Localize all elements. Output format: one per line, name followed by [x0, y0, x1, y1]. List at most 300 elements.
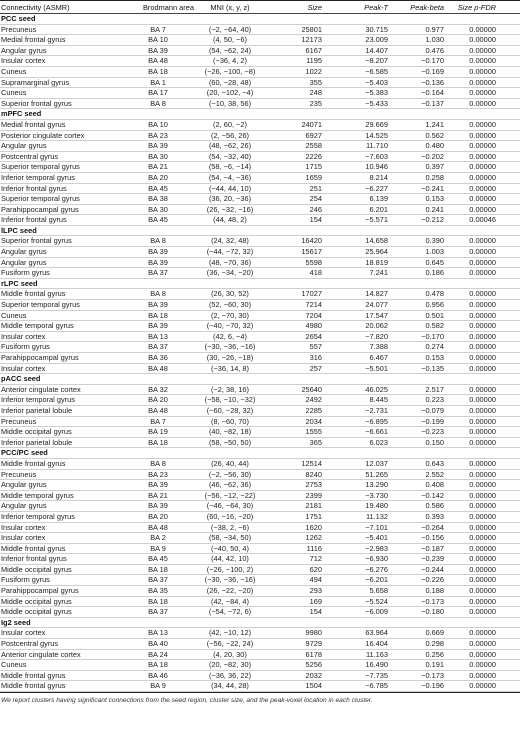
cell-mni: (−10, 38, 56) [208, 98, 252, 108]
cell-size-pfdr: 0.00000 [469, 77, 496, 87]
cell-peak-beta: −0.173 [421, 670, 444, 680]
cell-peak-t: 20.062 [365, 321, 388, 331]
cell-region: Cuneus [1, 660, 27, 670]
cell-brodmann: BA 39 [148, 480, 168, 490]
section-label: rLPC seed [1, 278, 38, 288]
cell-mni: (−40, −70, 32) [206, 321, 254, 331]
cell-size: 2226 [305, 151, 322, 161]
cell-brodmann: BA 46 [148, 670, 168, 680]
cell-peak-beta: 0.586 [425, 501, 444, 511]
cell-size: 257 [309, 363, 322, 373]
table-row [0, 501, 520, 512]
cell-size-pfdr: 0.00000 [469, 56, 496, 66]
header-mni: MNI (x, y, z) [210, 3, 250, 12]
cell-mni: (−56, −22, 24) [206, 639, 254, 649]
cell-mni: (−36, 36, 22) [208, 670, 252, 680]
cell-mni: (58, −6, −14) [208, 162, 252, 172]
table-row [0, 342, 520, 353]
table-row [0, 99, 520, 110]
cell-region: Fusiform gyrus [1, 342, 50, 352]
cell-brodmann: BA 18 [148, 660, 168, 670]
cell-size-pfdr: 0.00000 [469, 45, 496, 55]
cell-brodmann: BA 48 [148, 522, 168, 532]
cell-peak-t: 14.407 [365, 45, 388, 55]
cell-brodmann: BA 35 [148, 586, 168, 596]
section-label: pACC seed [1, 374, 41, 384]
cell-size-pfdr: 0.00000 [469, 670, 496, 680]
cell-brodmann: BA 10 [148, 119, 168, 129]
table-row [0, 300, 520, 311]
cell-brodmann: BA 23 [148, 130, 168, 140]
cell-peak-t: 8.445 [369, 395, 388, 405]
cell-region: Inferior temporal gyrus [1, 395, 75, 405]
cell-size: 1022 [305, 66, 322, 76]
cell-region: Middle frontal gyrus [1, 670, 66, 680]
cell-mni: (−44, −72, 32) [206, 247, 254, 257]
cell-peak-t: 25.964 [365, 247, 388, 257]
table-row [0, 332, 520, 343]
cell-size-pfdr: 0.00000 [469, 183, 496, 193]
cell-peak-t: −6.227 [365, 183, 388, 193]
section-label: lLPC seed [1, 225, 37, 235]
section-header [0, 279, 520, 290]
cell-size: 5256 [305, 660, 322, 670]
cell-brodmann: BA 30 [148, 204, 168, 214]
cell-peak-t: −5.524 [365, 596, 388, 606]
cell-mni: (4, 20, 30) [213, 649, 247, 659]
header-peak-beta: Peak-beta [410, 3, 444, 12]
cell-peak-t: −6.785 [365, 681, 388, 691]
cell-peak-t: 8.214 [369, 172, 388, 182]
cell-brodmann: BA 9 [150, 543, 166, 553]
cell-brodmann: BA 19 [148, 427, 168, 437]
cell-region: Anterior cingulate cortex [1, 649, 81, 659]
cell-peak-t: 7.388 [369, 342, 388, 352]
cell-brodmann: BA 20 [148, 172, 168, 182]
cell-mni: (4, 50, −6) [213, 35, 247, 45]
cell-mni: (20, −82, 30) [208, 660, 252, 670]
cell-mni: (60, −28, 48) [208, 77, 252, 87]
table-row [0, 311, 520, 322]
table-row [0, 268, 520, 279]
cell-mni: (20, −102, −4) [206, 88, 254, 98]
cell-peak-beta: −0.199 [421, 416, 444, 426]
cell-size: 7214 [305, 300, 322, 310]
cell-region: Medial frontal gyrus [1, 119, 66, 129]
table-row [0, 247, 520, 258]
cell-brodmann: BA 1 [150, 77, 166, 87]
cell-peak-t: 16.490 [365, 660, 388, 670]
cell-peak-t: 14.525 [365, 130, 388, 140]
cell-size-pfdr: 0.00000 [469, 363, 496, 373]
cell-mni: (36, −34, −20) [206, 268, 254, 278]
table-row [0, 385, 520, 396]
cell-peak-beta: −0.169 [421, 66, 444, 76]
cell-peak-t: −6.895 [365, 416, 388, 426]
table-row [0, 470, 520, 481]
cell-peak-t: −8.207 [365, 56, 388, 66]
cell-peak-t: 18.819 [365, 257, 388, 267]
cell-peak-beta: 0.501 [425, 310, 444, 320]
cell-size-pfdr: 0.00000 [469, 660, 496, 670]
cell-peak-t: −5.383 [365, 88, 388, 98]
cell-size-pfdr: 0.00000 [469, 289, 496, 299]
table-row [0, 523, 520, 534]
table-row [0, 660, 520, 671]
table-row [0, 141, 520, 152]
cell-peak-beta: 0.390 [425, 236, 444, 246]
cell-peak-beta: 0.153 [425, 194, 444, 204]
cell-mni: (48, −62, 26) [208, 141, 252, 151]
cell-mni: (46, −62, 36) [208, 480, 252, 490]
cell-size: 2285 [305, 405, 322, 415]
cell-region: Angular gyrus [1, 257, 47, 267]
table-row [0, 120, 520, 131]
cell-peak-beta: 1.003 [425, 247, 444, 257]
cell-size: 293 [309, 586, 322, 596]
cell-peak-t: 10.946 [365, 162, 388, 172]
cell-size: 2558 [305, 141, 322, 151]
cell-peak-beta: −0.187 [421, 543, 444, 553]
cell-size-pfdr: 0.00000 [469, 533, 496, 543]
cell-size: 6167 [305, 45, 322, 55]
table-row [0, 628, 520, 639]
cell-mni: (34, 44, 28) [211, 681, 249, 691]
cell-size: 418 [309, 268, 322, 278]
cell-mni: (58, −50, 50) [208, 437, 252, 447]
table-row [0, 353, 520, 364]
cell-peak-t: −7.603 [365, 151, 388, 161]
cell-region: Superior temporal gyrus [1, 300, 80, 310]
cell-size: 557 [309, 342, 322, 352]
cell-peak-beta: −0.196 [421, 681, 444, 691]
cell-brodmann: BA 24 [148, 649, 168, 659]
cell-size-pfdr: 0.00000 [469, 522, 496, 532]
table-row [0, 512, 520, 523]
cell-size-pfdr: 0.00000 [469, 681, 496, 691]
cell-size-pfdr: 0.00000 [469, 564, 496, 574]
table-row [0, 152, 520, 163]
cell-size: 7204 [305, 310, 322, 320]
cell-size: 2034 [305, 416, 322, 426]
cell-mni: (26, −22, −20) [206, 586, 254, 596]
cell-size-pfdr: 0.00000 [469, 194, 496, 204]
cell-mni: (−40, 50, 4) [210, 543, 249, 553]
cell-mni: (8, −60, 70) [210, 416, 249, 426]
cell-region: Fusiform gyrus [1, 268, 50, 278]
cell-region: Middle occipital gyrus [1, 596, 72, 606]
cell-region: Insular cortex [1, 628, 46, 638]
cell-region: Superior temporal gyrus [1, 194, 80, 204]
cell-brodmann: BA 8 [150, 458, 166, 468]
cell-brodmann: BA 9 [150, 681, 166, 691]
cell-peak-beta: −0.212 [421, 215, 444, 225]
cell-peak-t: −2.983 [365, 543, 388, 553]
cell-size-pfdr: 0.00000 [469, 98, 496, 108]
cell-peak-t: 11.163 [365, 649, 388, 659]
cell-region: Middle frontal gyrus [1, 458, 66, 468]
cell-mni: (42, −10, 12) [208, 628, 252, 638]
table-row [0, 639, 520, 650]
section-header [0, 14, 520, 25]
cell-peak-t: 6.201 [369, 204, 388, 214]
cell-peak-beta: 0.223 [425, 395, 444, 405]
table-row [0, 25, 520, 36]
cell-peak-t: −5.571 [365, 215, 388, 225]
cell-size-pfdr: 0.00000 [469, 342, 496, 352]
cell-peak-beta: 0.643 [425, 458, 444, 468]
cell-brodmann: BA 21 [148, 162, 168, 172]
cell-peak-t: −2.731 [365, 405, 388, 415]
cell-region: Superior frontal gyrus [1, 98, 72, 108]
cell-size-pfdr: 0.00000 [469, 554, 496, 564]
cell-region: Inferior temporal gyrus [1, 172, 75, 182]
cell-brodmann: BA 30 [148, 151, 168, 161]
cell-size: 235 [309, 98, 322, 108]
cell-peak-t: −6.661 [365, 427, 388, 437]
table-row [0, 321, 520, 332]
cell-size-pfdr: 0.00000 [469, 268, 496, 278]
cell-peak-t: 6.139 [369, 194, 388, 204]
cell-size: 1715 [305, 162, 322, 172]
cell-brodmann: BA 10 [148, 35, 168, 45]
cell-peak-t: 17.547 [365, 310, 388, 320]
cell-peak-beta: 0.977 [425, 24, 444, 34]
cell-size: 2492 [305, 395, 322, 405]
cell-region: Angular gyrus [1, 141, 47, 151]
cell-brodmann: BA 32 [148, 384, 168, 394]
cell-size: 1504 [305, 681, 322, 691]
table-row [0, 88, 520, 99]
cell-peak-beta: 0.153 [425, 353, 444, 362]
cell-size: 365 [309, 437, 322, 447]
cell-size: 6927 [305, 130, 322, 140]
cell-peak-t: −7.735 [365, 670, 388, 680]
cell-brodmann: BA 39 [148, 257, 168, 267]
cell-peak-beta: 0.582 [425, 321, 444, 331]
cell-peak-beta: −0.244 [421, 564, 444, 574]
cell-mni: (44, 48, 2) [213, 215, 247, 225]
cell-peak-t: 30.715 [365, 24, 388, 34]
cell-size: 25801 [301, 24, 322, 34]
cell-peak-beta: 0.956 [425, 300, 444, 310]
cell-peak-t: 13.290 [365, 480, 388, 490]
cell-size: 620 [309, 564, 322, 574]
section-label: PCC seed [1, 14, 36, 23]
cell-peak-t: −6.585 [365, 66, 388, 76]
cell-peak-beta: −0.226 [421, 575, 444, 585]
table-row [0, 35, 520, 46]
cell-size-pfdr: 0.00000 [469, 247, 496, 257]
table-body [0, 14, 520, 692]
cell-peak-t: −6.009 [365, 607, 388, 617]
cell-peak-t: −5.433 [365, 98, 388, 108]
table-row [0, 289, 520, 300]
cell-peak-beta: 0.274 [425, 342, 444, 352]
cell-mni: (54, −62, 24) [208, 45, 252, 55]
cell-size-pfdr: 0.00000 [469, 353, 496, 362]
cell-size-pfdr: 0.00000 [469, 172, 496, 182]
table-row [0, 607, 520, 618]
cell-peak-t: 23.009 [365, 35, 388, 45]
cell-region: Precuneus [1, 416, 37, 426]
cell-mni: (−2, 38, 16) [210, 384, 249, 394]
cell-mni: (−26, −100, 2) [206, 564, 254, 574]
cell-size-pfdr: 0.00000 [469, 331, 496, 341]
section-header [0, 109, 520, 120]
cell-mni: (−36, 4, 2) [213, 56, 247, 66]
cell-size-pfdr: 0.00000 [469, 151, 496, 161]
cell-brodmann: BA 23 [148, 469, 168, 479]
table-row [0, 417, 520, 428]
header-size-pfdr: Size p-FDR [457, 3, 496, 12]
cell-size: 1195 [306, 56, 322, 66]
cell-size-pfdr: 0.00000 [469, 427, 496, 437]
cell-mni: (40, −82, 18) [208, 427, 252, 437]
section-header [0, 374, 520, 385]
cell-peak-beta: 0.480 [425, 141, 444, 151]
cell-size-pfdr: 0.00000 [469, 596, 496, 606]
section-header [0, 226, 520, 237]
cell-brodmann: BA 37 [148, 268, 168, 278]
cell-size: 1620 [305, 522, 322, 532]
cell-mni: (30, −26, −18) [206, 353, 254, 362]
cell-peak-beta: 1.030 [425, 35, 444, 45]
cell-size-pfdr: 0.00000 [469, 119, 496, 129]
cell-brodmann: BA 8 [150, 289, 166, 299]
table-header [0, 0, 520, 14]
cell-size-pfdr: 0.00000 [469, 469, 496, 479]
cell-peak-beta: 0.393 [425, 511, 444, 521]
cell-region: Medial frontal gyrus [1, 35, 66, 45]
header-connectivity: Connectivity (ASMR) [1, 3, 70, 12]
cell-peak-t: −5.403 [365, 77, 388, 87]
cell-mni: (36, 20, −36) [208, 194, 252, 204]
cell-size: 154 [309, 215, 322, 225]
cell-peak-t: 14.827 [365, 289, 388, 299]
cell-peak-beta: 0.669 [425, 628, 444, 638]
section-label: PCC/PC seed [1, 448, 48, 458]
cell-region: Posterior cingulate cortex [1, 130, 85, 140]
cell-size-pfdr: 0.00000 [469, 490, 496, 500]
cell-peak-beta: −0.079 [421, 405, 444, 415]
cell-size: 169 [309, 596, 322, 606]
cell-brodmann: BA 39 [148, 141, 168, 151]
table-row [0, 46, 520, 57]
cell-brodmann: BA 20 [148, 395, 168, 405]
cell-region: Middle frontal gyrus [1, 289, 66, 299]
cell-peak-beta: 0.258 [425, 172, 444, 182]
cell-peak-t: −7.820 [365, 331, 388, 341]
cell-size-pfdr: 0.00000 [469, 639, 496, 649]
cell-brodmann: BA 39 [148, 321, 168, 331]
cell-size-pfdr: 0.00046 [469, 215, 496, 225]
cell-peak-beta: 0.645 [425, 257, 444, 267]
cell-peak-t: 16.404 [365, 639, 388, 649]
cell-mni: (−30, −36, −16) [204, 342, 256, 352]
cell-region: Postcentral gyrus [1, 151, 59, 161]
cell-size: 25640 [301, 384, 322, 394]
cell-mni: (26, 30, 52) [211, 289, 249, 299]
cell-region: Inferior frontal gyrus [1, 554, 67, 564]
cell-peak-beta: −0.142 [421, 490, 444, 500]
table-row [0, 650, 520, 661]
cell-mni: (−36, 14, 8) [210, 363, 249, 373]
cell-peak-beta: 1.241 [425, 119, 444, 129]
table-row [0, 681, 520, 692]
cell-size: 2032 [305, 670, 322, 680]
cell-peak-beta: 0.150 [425, 437, 444, 447]
cell-peak-beta: 2.552 [425, 469, 444, 479]
table-row [0, 258, 520, 269]
cell-size: 248 [309, 88, 322, 98]
cell-peak-t: 5.658 [369, 586, 388, 596]
cell-brodmann: BA 37 [148, 607, 168, 617]
cell-region: Middle occipital gyrus [1, 427, 72, 437]
cell-size: 17027 [301, 289, 322, 299]
table-row [0, 586, 520, 597]
cell-peak-beta: −0.135 [421, 363, 444, 373]
cell-brodmann: BA 48 [148, 56, 168, 66]
section-header [0, 448, 520, 459]
cell-brodmann: BA 18 [148, 596, 168, 606]
cell-size-pfdr: 0.00000 [469, 405, 496, 415]
cell-brodmann: BA 39 [148, 45, 168, 55]
table-row [0, 565, 520, 576]
cell-region: Postcentral gyrus [1, 639, 59, 649]
table-row [0, 184, 520, 195]
cell-region: Insular cortex [1, 56, 46, 66]
cell-peak-beta: −0.156 [421, 533, 444, 543]
cell-size: 251 [309, 183, 322, 193]
cell-region: Middle temporal gyrus [1, 321, 74, 331]
cell-peak-beta: 0.562 [425, 130, 444, 140]
cell-peak-t: −6.201 [365, 575, 388, 585]
cell-peak-beta: −0.170 [421, 56, 444, 66]
cell-size: 2654 [305, 331, 322, 341]
cell-mni: (26, 40, 44) [211, 458, 249, 468]
cell-size-pfdr: 0.00000 [469, 501, 496, 511]
cell-mni: (2, 60, −2) [213, 119, 247, 129]
cell-size: 16420 [301, 236, 322, 246]
cell-region: Cuneus [1, 310, 27, 320]
cell-size-pfdr: 0.00000 [469, 130, 496, 140]
table-row [0, 364, 520, 375]
cell-mni: (−60, −28, 32) [206, 405, 254, 415]
cell-peak-beta: 0.298 [425, 639, 444, 649]
cell-peak-t: 19.480 [365, 501, 388, 511]
table-row [0, 78, 520, 89]
cell-size-pfdr: 0.00000 [469, 24, 496, 34]
cell-peak-beta: 0.476 [425, 45, 444, 55]
cell-peak-beta: 0.408 [425, 480, 444, 490]
cell-peak-beta: 0.241 [425, 204, 444, 214]
cell-size: 1555 [305, 427, 322, 437]
table-row [0, 544, 520, 555]
cell-peak-beta: −0.137 [421, 98, 444, 108]
cell-mni: (24, 32, 48) [211, 236, 249, 246]
cell-region: Precuneus [1, 24, 37, 34]
cell-size-pfdr: 0.00000 [469, 257, 496, 267]
table-bottom-rule [0, 692, 520, 693]
cell-size: 2181 [305, 501, 322, 511]
cell-peak-t: −5.501 [365, 363, 388, 373]
cell-region: Inferior parietal lobule [1, 405, 73, 415]
cell-mni: (−38, 2, −6) [210, 522, 250, 532]
cell-peak-beta: 0.256 [425, 649, 444, 659]
cell-size-pfdr: 0.00000 [469, 236, 496, 246]
cell-peak-beta: −0.180 [421, 607, 444, 617]
